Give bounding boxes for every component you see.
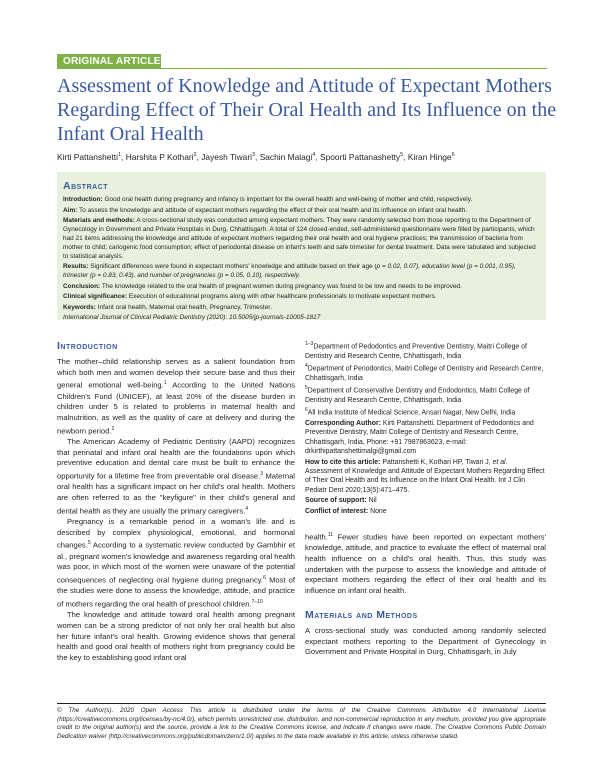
badge-rule [161,68,547,69]
affiliation: $^4$Department of Periodontics, Maitri College of Dentistry and Research Centre, Chhattisgarh, India [305,363,544,382]
article-title: Assessment of Knowledge and Attitude of Expectant Mothers Regarding Effect of Their Oral Health and Its Influence on the Infant Oral Health [57,75,557,145]
abstract-box [57,172,546,320]
abstract-conclusion: Conclusion: The knowledge related to the oral health of pregnant women during pregnancy was found to be low and needs to be improved. [63,282,462,290]
abstract-methods: Materials and methods: A cross-sectional study was conducted among expectant mothers. They were randomly selected from those reporting to the Department of Gynecology in Government and Private Hospitals in Durg, Chhattisgarh. A total of 124 closed-ended, self-administered questionnaire were filled by participants, which had 21 items addressing the knowledge and attitude of expectant mothers regarding their oral health and oral hygiene practices; the transmission of bacteria from mother to child; cariogenic food consumption; effect of periodontal disease on infant's teeth and safe trimester for dental treatment. Data were tabulated and subjected to statistical analysis. [63,217,536,260]
right-column [305,340,546,658]
abstract-results: Results: Significant differences were found in expectant mothers' knowledge and attitude based on their age (p = 0.02, 0.07), education level (p = 0.001, 0.95), trimester (p = 0.83, 0.43), and number of pregnancies (p = 0.05, 0.10), respectively. [63,263,516,280]
abstract-aim: Aim: To assess the knowledge and attitude of expectant mothers regarding the effect of their oral health and its influence on infant oral health. [63,206,468,214]
author-name: Kiran Hinge [407,151,452,162]
article-type-badge: ORIGINAL ARTICLE [57,54,161,69]
intro-paragraph: Pregnancy is a remarkable period in a woman's life and is described by complex physiological, emotional, and hormonal changes.$^5$ According to a systematic review conducted by Gambhir et al., pregnant women's knowledge and awareness regarding oral health was poor, in which most of the women were unaware of the potential consequences of neglecting oral hygiene during pregnancy.$^6$ Most of the studies were done to assess the knowledge, attitude, and practice of mothers regarding the oral health of preschool children.$^{7-10}$ [57,516,296,609]
affiliation: $^{1-3}$Department of Pedodontics and Preventive Dentistry, Maitri College of Dentistry and Research Centre, Chhattisgarh, India [305,341,527,360]
intro-continuation: health.$^{11}$ Fewer studies have been reported on expectant mothers' knowledge, attitude, and practice to evaluate the effect of maternal oral health influence on a child's oral health. Thus, this study was undertaken with the purpose to assess the knowledge and attitude of expectant mothers regarding the effect of their oral health and its influence on infant oral health. [305,532,546,596]
intro-paragraph: The mother–child relationship serves as a salient foundation from which both men and women develop their secure base and thus their general emotional well-being.$^1$ According to the United Nations Children's Fund (UNICEF), at least 20% of the disease burden in children under 5 is related to problems in maternal health and malnutrition, as well as the quality of care at delivery and during the newborn period.$^2$ [57,357,295,436]
author-name: Harshita P Kothari [125,151,194,162]
left-column [57,340,295,664]
affiliation: $^5$Department of Conservative Dentistry and Endodontics, Maitri College of Dentistry and Research Centre, Chhattisgarh, India [305,385,530,404]
author-name: Spoorti Pattanashetty [320,151,401,162]
affiliations-block [305,340,546,516]
source-of-support: Source of support: Nil [305,497,377,505]
abstract-clinical-significance: Clinical significance: Execution of educational programs along with other healthcare professionals to motivate expectant mothers. [63,293,437,301]
methods-heading: Materials and Methods [305,608,418,621]
author-name: Sachin Malagi [259,151,313,162]
author-list: Kirti Pattanshetti$^1$, Harshita P Kothari$^2$, Jayesh Tiwari$^3$, Sachin Malagi$^4$, Spoorti Pattanashetty$^5$, Kiran Hinge$^6$ [57,151,455,162]
how-to-cite: How to cite this article: Pattanshetti K, Kothari HP, Tiwari J, et al. Assessment of Knowledge and Attitude of Expectant Mothers Regarding Effect of Their Oral Health and Its Influence on the Infant Oral Health. Int J Clin Pediatr Dent 2020;13(5):471–475. [305,458,545,494]
conflict-of-interest: Conflict of interest: None [305,507,387,515]
license-footer: © The Author(s). 2020 Open Access This article is distributed under the terms of the Creative Commons Attribution 4.0 International License (https://creativecommons.org/licenses/by-nc/4.0/), which permits unrestricted use, distribution, and non-commercial reproduction in any medium, provided you give appropriate credit to the original author(s) and the source, provide a link to the Creative Commons license, and indicate if changes were made. The Creative Commons Public Domain Dedication waiver (http://creativecommons.org/publicdomain/zero/1.0/) applies to the data made available in this article, unless otherwise stated. [57,707,546,740]
introduction-heading: Introduction [57,340,118,352]
author-name: Jayesh Tiwari [201,151,252,162]
affiliation: $^6$All India Institute of Medical Science, Ansari Nagar, New Delhi, India [305,407,516,417]
footer-rule [57,703,546,704]
author-name: Kirti Pattanshetti [57,151,118,162]
methods-paragraph: A cross-sectional study was conducted among randomly selected expectant mothers reporting to the Department of Gynecology in Government and Private Hospital in Durg, Chhattisgarh, in July [305,625,546,657]
intro-paragraph: The knowledge and attitude toward oral health among pregnant women can be a strong predictor of not only her oral health but also her future infant's oral health. Growing evidence shows that general health and good oral health of mothers right from pregnancy could be the key to establishing good infant oral [57,610,295,662]
abstract-heading: Abstract [63,180,109,192]
abstract-introduction: Introduction: Good oral health during pregnancy and infancy is important for the overall health and well-being of mother and child, respectively. [63,196,473,203]
journal-citation: International Journal of Clinical Pediatric Dentistry (2020): 10.5005/jp-journals-10005-1817 [63,314,321,322]
intro-paragraph: The American Academy of Pediatric Dentistry (AAPD) recognizes that perinatal and infant oral health are the foundations upon which preventive education and dental care must be built to enhance the opportunity for a lifetime free from preventable oral disease.$^3$ Maternal oral health has a significant impact on her child's oral health. Mothers are often referred to as the "keyfigure" in their child's general and dental health as they are usually the primary caregivers.$^4$ [57,436,295,516]
corresponding-author: Corresponding Author: Kirti Pattanshetti, Department of Pedodontics and Preventive Dentistry, Maitri College of Dentistry and Research Centre, Chhattisgarh, India, Phone: +91 7987863623, e-mail: drkirthipattanshettimalgi@gmail.com [305,420,534,456]
abstract-keywords: Keywords: Infant oral health, Maternal oral health, Pregnancy, Trimester. [63,303,272,311]
